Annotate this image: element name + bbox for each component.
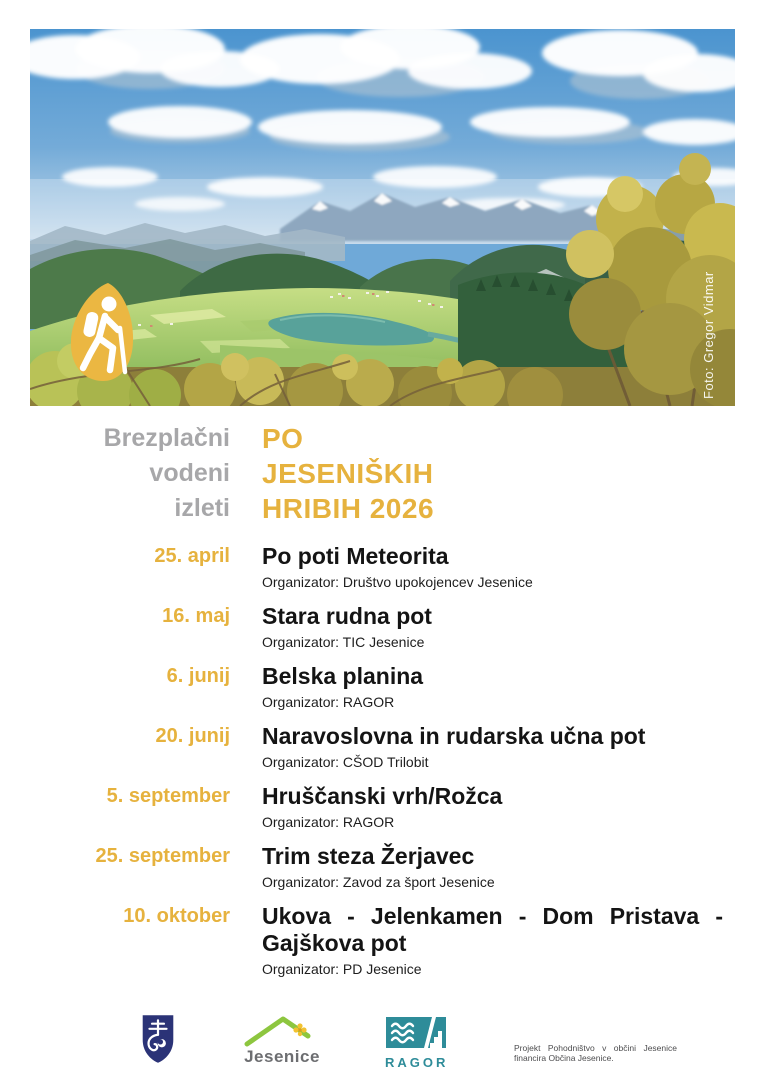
event-title: Po poti Meteorita [262,543,449,569]
event-item [262,663,723,711]
ragor-logo [385,1017,447,1070]
poster-subtitle [0,421,230,526]
event-organizer: Organizator: Zavod za šport Jesenice [262,874,495,890]
event-date: 10. oktober [123,905,230,927]
hero-photo [30,29,735,406]
poster-header [0,421,763,526]
page-title [262,421,763,526]
event-organizer: Organizator: TIC Jesenice [262,634,425,650]
event-item [262,903,723,978]
ragor-logo-label: RAGOR [385,1055,449,1070]
event-title: Stara rudna pot [262,603,432,629]
subtitle-line: vodeni [149,459,230,487]
obcina-jesenice-coat-of-arms-icon [141,1014,175,1064]
event-title: Trim steza Žerjavec [262,843,475,869]
event-organizer: Organizator: RAGOR [262,814,395,830]
ragor-logo-icon [385,1017,447,1048]
event-item [262,843,723,891]
events-list [0,543,763,978]
event-organizer: Organizator: Društvo upokojencev Jesenice [262,574,533,590]
event-item [262,603,723,651]
title-line: PO [262,423,304,454]
event-organizer: Organizator: RAGOR [262,694,395,710]
event-title: Hruščanski vrh/Rožca [262,783,503,809]
event-date: 25. april [154,545,230,567]
hiker-icon [62,281,144,383]
event-title: Belska planina [262,663,424,689]
event-date: 25. september [95,845,230,867]
event-item [262,543,723,591]
jesenice-logo [242,1012,322,1067]
jesenice-logo-label: Jesenice [244,1047,320,1066]
event-date: 6. junij [166,665,230,687]
event-item [262,783,723,831]
event-organizer: Organizator: PD Jesenice [262,961,422,977]
subtitle-line: izleti [174,494,230,522]
photo-credit: Foto: Gregor Vidmar [701,271,716,399]
event-organizer: Organizator: CŠOD Trilobit [262,754,429,770]
event-title: Naravoslovna in rudarska učna pot [262,723,646,749]
title-line: JESENIŠKIH [262,458,434,489]
event-date: 16. maj [162,605,230,627]
event-item [262,723,723,771]
event-date: 5. september [106,785,230,807]
title-line: HRIBIH 2026 [262,493,435,524]
jesenice-logo-icon [242,1012,322,1048]
event-date: 20. junij [155,725,230,747]
event-title: Ukova - Jelenkamen - Dom Pristava - Gajškova pot [262,903,723,956]
subtitle-line: Brezplačni [103,424,230,452]
funding-note: Projekt Pohodništvo v občini Jesenice financira Občina Jesenice. [514,1043,677,1063]
